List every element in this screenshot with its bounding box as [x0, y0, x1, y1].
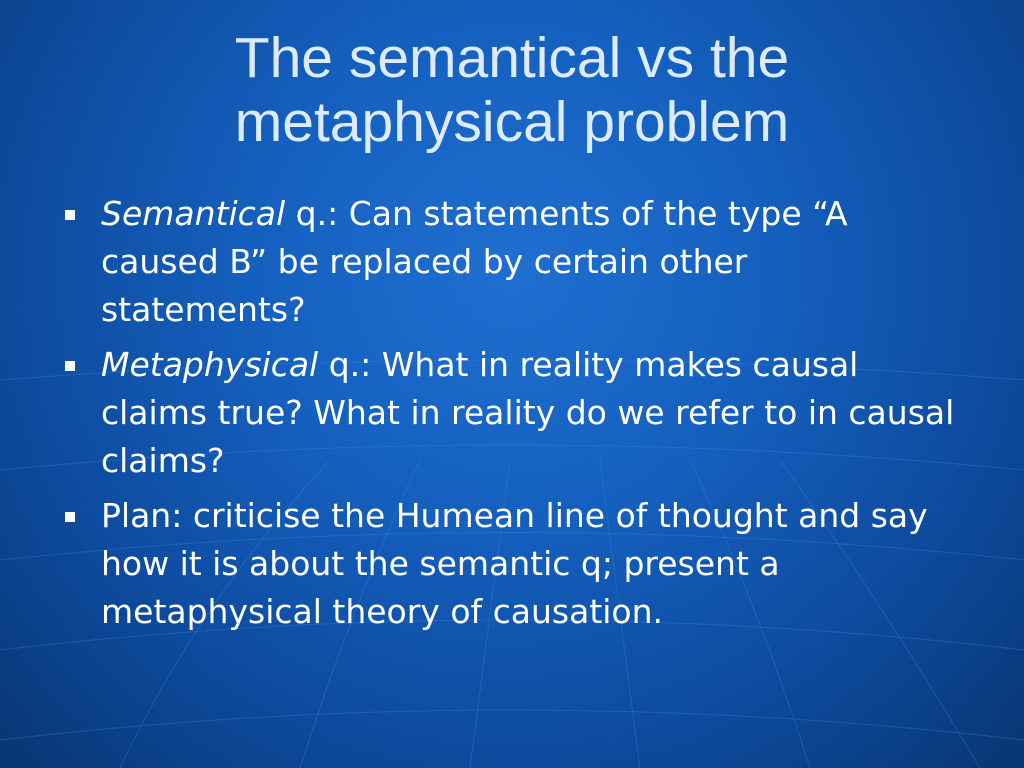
slide-title-line-1: The semantical vs the: [234, 26, 790, 90]
bullet-list: [60, 190, 960, 643]
bullet-text: [101, 194, 848, 329]
bullet-body: q.: Can statements of the type “A caused B” be replaced by certain other statements?: [101, 194, 848, 329]
slide-title-line-2: metaphysical problem: [234, 90, 790, 154]
bullet-text: [101, 496, 928, 631]
slide-title: [0, 26, 1024, 154]
bullet-plan: [60, 492, 960, 636]
square-bullet-icon: [65, 361, 75, 371]
square-bullet-icon: [65, 210, 75, 220]
bullet-text: [101, 345, 954, 480]
bullet-body: Plan: criticise the Humean line of thought and say how it is about the semantic q; present a metaphysical theory of causation.: [101, 496, 928, 631]
bullet-body: q.: What in reality makes causal claims true? What in reality do we refer to in causal claims?: [101, 345, 955, 480]
square-bullet-icon: [65, 512, 75, 522]
bullet-term: Semantical: [101, 194, 286, 233]
bullet-semantical: [60, 190, 960, 334]
bullet-metaphysical: [60, 341, 960, 485]
bullet-term: Metaphysical: [101, 345, 319, 384]
